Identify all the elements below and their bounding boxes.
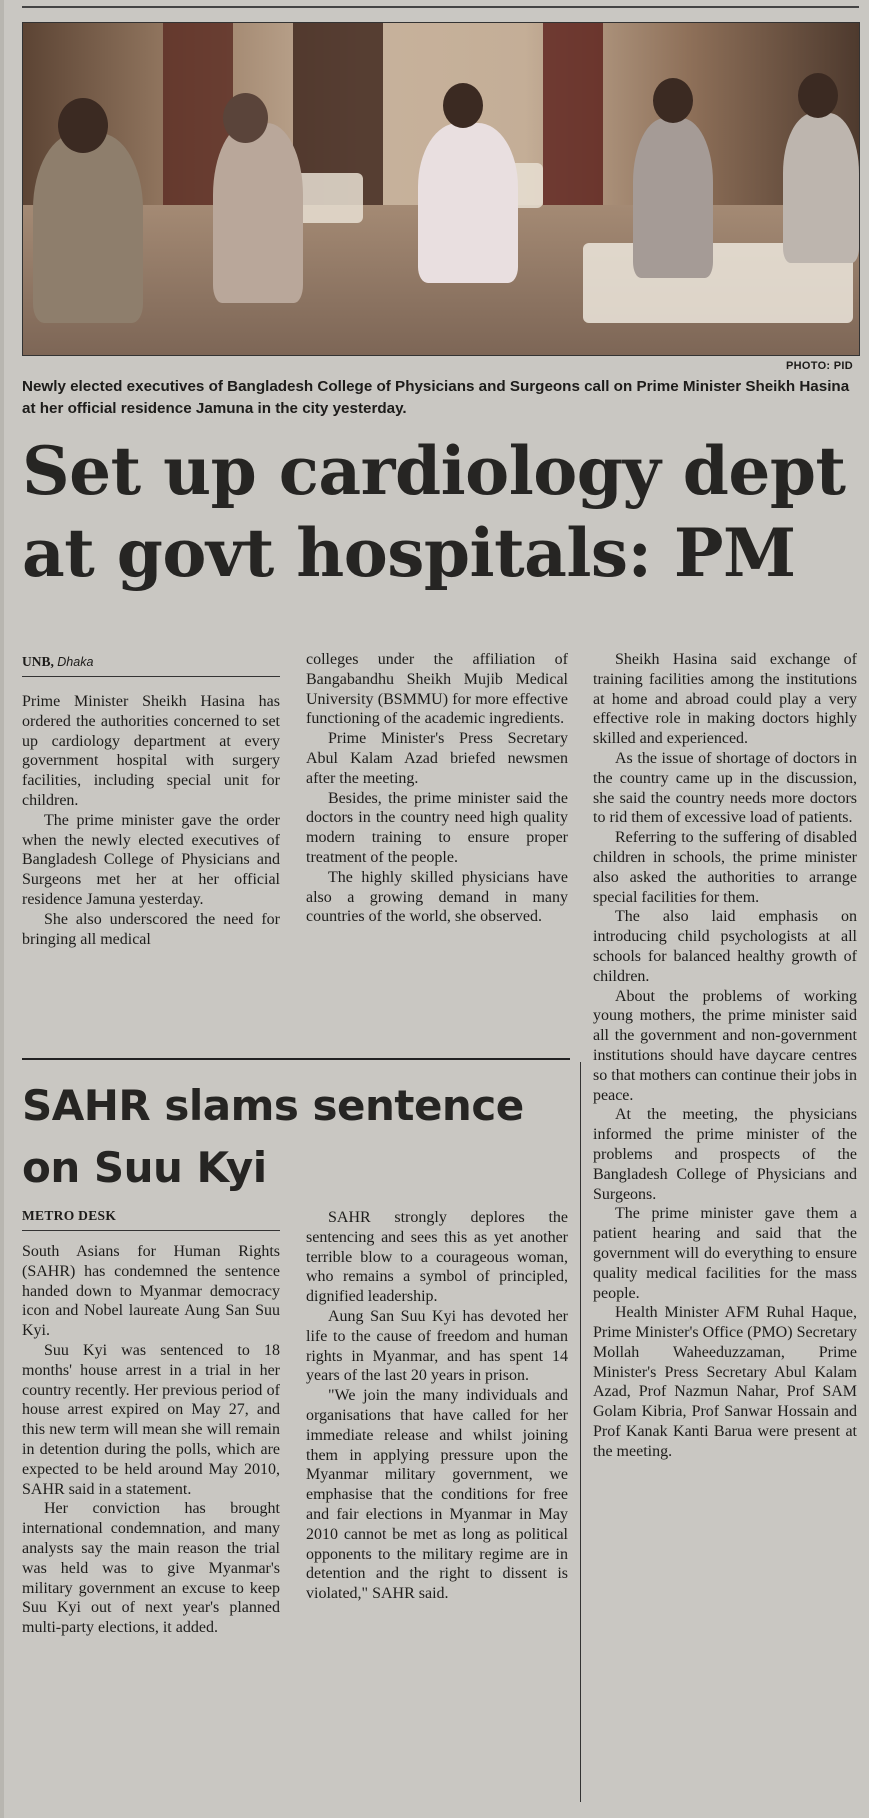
person-figure	[213, 123, 303, 303]
headline-line: SAHR slams sentence	[22, 1081, 524, 1130]
second-headline	[22, 1075, 582, 1199]
person-figure	[33, 133, 143, 323]
news-photo	[22, 22, 860, 356]
headline-line: Set up cardiology dept	[22, 432, 846, 510]
person-head	[653, 78, 693, 123]
byline	[22, 654, 93, 670]
story2-column-1	[22, 1242, 280, 1638]
byline-place: Dhaka	[57, 655, 94, 669]
paragraph: The highly skilled physicians have also a growing demand in many countries of the world, she observed.	[306, 868, 568, 926]
paragraph: Health Minister AFM Ruhal Haque, Prime Minister's Office (PMO) Secretary Mollah Waheeduzzaman, Prime Minister's Press Secretary Abul Kalam Azad, Prof Nazmun Nahar, Prof SAM Golam Kibria, Prof Sanwar Hossain and Prof Kanak Kanti Barua were present at the meeting.	[593, 1304, 857, 1460]
story-separator	[22, 1058, 570, 1060]
page-edge	[0, 0, 4, 1818]
paragraph: Besides, the prime minister said the doctors in the country need high quality modern training to ensure proper treatment of the people.	[306, 789, 568, 866]
person-figure	[418, 123, 518, 283]
paragraph: The prime minister gave them a patient hearing and said that the government will do everything to ensure quality medical facilities for the mass people.	[593, 1205, 857, 1302]
person-head	[223, 93, 268, 143]
story1-column-1	[22, 692, 280, 949]
headline-line: at govt hospitals: PM	[22, 514, 796, 592]
photo-credit: PHOTO: PID	[786, 360, 853, 372]
paragraph: Referring to the suffering of disabled children in schools, the prime minister also asked the authorities to arrange special facilities for them.	[593, 829, 857, 906]
person-head	[58, 98, 108, 153]
paragraph: The also laid emphasis on introducing child psychologists at all schools for balanced healthy growth of children.	[593, 908, 857, 985]
story2-column-2	[306, 1208, 568, 1604]
paragraph: colleges under the affiliation of Bangabandhu Sheikh Mujib Medical University (BSMMU) for more effective functioning of the academic ingredients.	[306, 651, 568, 728]
byline-rule	[22, 1230, 280, 1231]
paragraph: Aung San Suu Kyi has devoted her life to the cause of freedom and human rights in Myanmar, and has spent 14 years of the last 20 years in prison.	[306, 1307, 568, 1385]
byline: METRO DESK	[22, 1208, 117, 1223]
story1-column-3	[593, 650, 857, 1462]
byline-rule	[22, 676, 280, 677]
byline-agency: UNB,	[22, 654, 54, 669]
person-figure	[633, 118, 713, 278]
paragraph: About the problems of working young mothers, the prime minister said all the government and non-government institutions should have daycare centres so that mothers can continue their jobs in peace.	[593, 987, 857, 1104]
person-figure	[783, 113, 859, 263]
person-head	[798, 73, 838, 118]
main-headline	[22, 430, 858, 594]
story1-column-2	[306, 650, 568, 927]
photo-caption: Newly elected executives of Bangladesh College of Physicians and Surgeons call on Prime Minister Sheikh Hasina at her official residence Jamuna in the city yesterday.	[22, 378, 850, 417]
paragraph: At the meeting, the physicians informed the prime minister of the problems and prospects of the Bangladesh College of Physicians and Surgeons.	[593, 1106, 857, 1203]
paragraph: SAHR strongly deplores the sentencing and sees this as yet another terrible blow to a courageous woman, who remains a symbol of principled, dignified leadership.	[306, 1209, 568, 1306]
headline-line: on Suu Kyi	[22, 1143, 267, 1192]
paragraph: Her conviction has brought international condemnation, and many analysts say the main reason the trial was held was to give Myanmar's military government an excuse to keep Suu Kyi out of next year's planned multi-party elections, it added.	[22, 1500, 280, 1637]
paragraph: Prime Minister Sheikh Hasina has ordered the authorities concerned to set up cardiology department at every government hospital with surgery facilities, including special unit for children.	[22, 693, 280, 809]
person-head	[443, 83, 483, 128]
paragraph: The prime minister gave the order when the newly elected executives of Bangladesh College of Physicians and Surgeons met her at her official residence Jamuna yesterday.	[22, 811, 280, 908]
paragraph: As the issue of shortage of doctors in the country came up in the discussion, she said the country needs more doctors to rid them of excessive load of patients.	[593, 749, 857, 827]
paragraph: "We join the many individuals and organisations that have called for her immediate release and whilst joining them in applying pressure upon the Myanmar military government, we emphasise that the conditions for free and fair elections in Myanmar in May 2010 cannot be met as long as political opponents to the military regime are in detention and the right to dissent is violated," SAHR said.	[306, 1387, 568, 1603]
paragraph: South Asians for Human Rights (SAHR) has condemned the sentence handed down to Myanmar democracy icon and Nobel laureate Aung San Suu Kyi.	[22, 1243, 280, 1340]
paragraph: Prime Minister's Press Secretary Abul Kalam Azad briefed newsmen after the meeting.	[306, 730, 568, 787]
paragraph: Sheikh Hasina said exchange of training facilities among the institutions at home and abroad could play a very effective role in making doctors highly skilled and experienced.	[593, 651, 857, 748]
photo-curtain	[543, 23, 603, 213]
paragraph: Suu Kyi was sentenced to 18 months' house arrest in a trial in her country recently. Her previous period of house arrest expired on May 27, and this new term will mean she will remain in detention during the polls, which are expected to be held around May 2010, SAHR said in a statement.	[22, 1341, 280, 1498]
top-rule	[22, 6, 859, 8]
paragraph: She also underscored the need for bringing all medical	[22, 910, 280, 948]
